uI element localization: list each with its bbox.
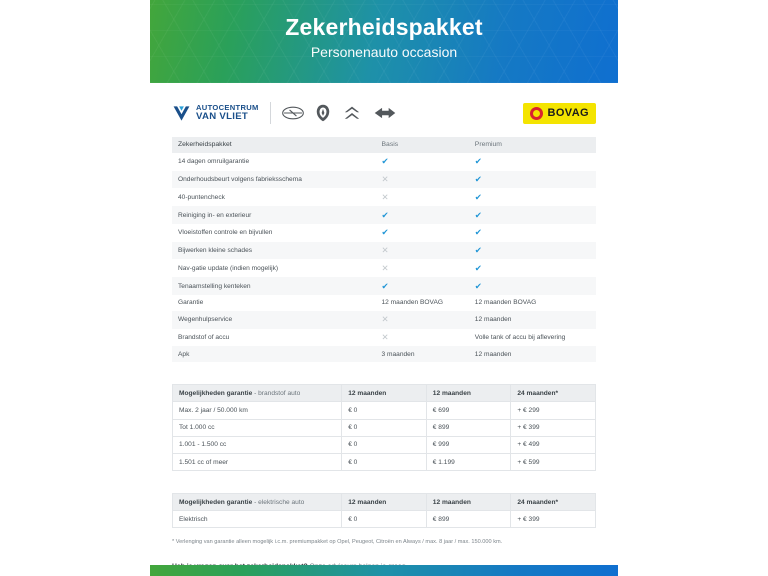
cross-icon: ✕ [381,262,389,273]
price-row-label: 1.501 cc of meer [173,453,342,470]
col-header-feature: Zekerheidspakket [172,137,376,153]
basis-value [376,311,469,329]
header-banner [150,0,618,83]
spacer [150,362,618,384]
premium-value [469,206,596,224]
basis-value [376,224,469,242]
logo-line-1: AUTOCENTRUM [196,103,259,113]
col-header-premium: Premium [469,137,596,153]
price-row-label: Tot 1.000 cc [173,419,342,436]
basis-value [376,171,469,189]
feature-label: Bijwerken kleine schades [172,242,376,260]
table-row [173,453,596,470]
premium-value: 12 maanden [469,346,596,362]
fuel-warranty-price-table [172,384,596,471]
price-col-header-label [173,494,342,511]
price-col-header-3: 24 maanden* [511,385,596,402]
feature-label: Vloeistoffen controle en bijvullen [178,229,273,237]
feature-label: Nav-gatie update (indien mogelijk) [178,264,279,272]
premium-value: 12 maanden BOVAG [474,299,537,307]
price-col-header-1: 12 maanden [342,494,427,511]
table-row [172,295,596,311]
logo-line-2: VAN VLIET [196,110,249,122]
premium-value: Volle tank of accu bij aflevering [474,333,566,341]
premium-value [469,259,596,277]
check-icon: ✔ [381,156,389,167]
table-header-row [172,137,596,153]
main-table-wrap [150,137,618,362]
price-table-body [173,402,596,471]
cross-icon: ✕ [381,331,389,342]
feature-label: Brandstof of accu [178,333,230,341]
check-icon: ✔ [381,209,389,220]
price-header-row [173,385,596,402]
table-row [172,206,596,224]
check-icon: ✔ [474,173,482,184]
document-sheet [150,0,618,576]
price-col-header-2: 12 maanden [426,494,511,511]
premium-value [469,188,596,206]
price-header-title: Mogelijkheden garantie [179,498,253,506]
cross-icon: ✕ [381,314,389,325]
feature-label: Tenaamstelling kenteken [172,277,376,295]
feature-label: Reiniging in- en exterieur [172,206,376,224]
feature-label: 40-puntencheck [178,193,225,201]
electric-price-table-wrap [150,493,618,528]
basis-value [376,259,469,277]
price-row-label: Elektrisch [173,511,342,528]
price-col-header-2: 12 maanden [426,385,511,402]
table-row [172,224,596,242]
check-icon: ✔ [474,280,482,291]
price-header-subtitle: - elektrische auto [252,498,305,506]
premium-value [469,277,596,295]
price-table-body [173,511,596,528]
table-row [173,402,596,419]
right-gutter [618,0,768,576]
price-value-3: + € 299 [511,402,596,419]
basis-value: 12 maanden BOVAG [381,299,443,307]
col-header-basis: Basis [376,137,469,153]
table-row [172,346,596,362]
premium-value: 12 maanden [469,311,596,329]
zekerheidspakket-table [172,137,596,362]
price-value-2: € 899 [426,419,511,436]
table-row [172,277,596,295]
fuel-price-table-wrap [150,384,618,471]
page-title: Zekerheidspakket [285,14,483,40]
price-value-3: + € 499 [511,436,596,453]
price-col-header-label [173,385,342,402]
table-row [172,188,596,206]
check-icon: ✔ [474,245,482,256]
bovag-logo [523,103,596,124]
price-value-1: € 0 [342,402,427,419]
table-row [172,311,596,329]
price-value-2: € 999 [426,436,511,453]
basis-value [376,277,469,295]
brand-logos [282,104,396,122]
table-row [173,436,596,453]
feature-label: Wegenhulpservice [172,311,376,329]
table-row [173,419,596,436]
price-value-3: + € 599 [511,453,596,470]
autocentrum-van-vliet-logo [172,104,259,123]
price-row-label: Max. 2 jaar / 50.000 km [173,402,342,419]
premium-value [469,224,596,242]
price-value-1: € 0 [342,436,427,453]
footer-bar [150,565,618,576]
price-col-header-1: 12 maanden [342,385,427,402]
check-icon: ✔ [474,191,482,202]
table-row [172,171,596,189]
cross-icon: ✕ [381,173,389,184]
peugeot-logo-icon [316,104,330,122]
price-value-1: € 0 [342,419,427,436]
citroen-logo-icon [342,105,362,121]
logo-row [150,89,618,137]
table-row [173,511,596,528]
page-subtitle: Personenauto occasion [310,44,458,61]
basis-value [376,188,469,206]
table-row [172,153,596,171]
check-icon: ✔ [474,227,482,238]
price-value-1: € 0 [342,511,427,528]
table-row [172,242,596,260]
cross-icon: ✕ [381,191,389,202]
logo-divider [270,102,271,124]
basis-value [376,153,469,171]
check-icon: ✔ [474,209,482,220]
opel-logo-icon [282,105,304,121]
price-col-header-3: 24 maanden* [511,494,596,511]
table-row [172,259,596,277]
van-vliet-mark-icon [172,104,191,123]
bovag-label: BOVAG [547,107,589,119]
check-icon: ✔ [474,156,482,167]
premium-value [469,242,596,260]
price-value-3: + € 399 [511,419,596,436]
footnote-text: * Verlenging van garantie alleen mogelijk i.c.m. premiumpakket op Opel, Peugeot, Citroën en Always / max. 8 jaar / max. 150.000 km. [172,539,503,546]
check-icon: ✔ [474,262,482,273]
premium-value [469,153,596,171]
price-header-row [173,494,596,511]
premium-value [469,171,596,189]
spacer [150,471,618,493]
table-body [172,153,596,362]
cross-icon: ✕ [381,245,389,256]
feature-label: 14 dagen omruilgarantie [178,158,250,166]
price-header-title: Mogelijkheden garantie [179,389,253,397]
price-value-2: € 1.199 [426,453,511,470]
price-value-2: € 699 [426,402,511,419]
price-header-subtitle: - brandstof auto [252,389,301,397]
feature-label: Onderhoudsbeurt volgens fabrieksschema [172,171,376,189]
check-icon: ✔ [381,280,389,291]
price-value-2: € 899 [426,511,511,528]
electric-warranty-price-table [172,493,596,528]
always-logo-icon [374,106,396,120]
left-gutter [0,0,150,576]
bovag-mark-icon [530,107,543,120]
feature-label: Garantie [178,299,204,307]
basis-value [376,206,469,224]
price-value-1: € 0 [342,453,427,470]
price-value-3: + € 399 [511,511,596,528]
price-row-label: 1.001 - 1.500 cc [173,436,342,453]
basis-value [376,329,469,347]
feature-label: Apk [172,346,376,362]
check-icon: ✔ [381,227,389,238]
basis-value: 3 maanden [376,346,469,362]
table-row [172,329,596,347]
basis-value [376,242,469,260]
